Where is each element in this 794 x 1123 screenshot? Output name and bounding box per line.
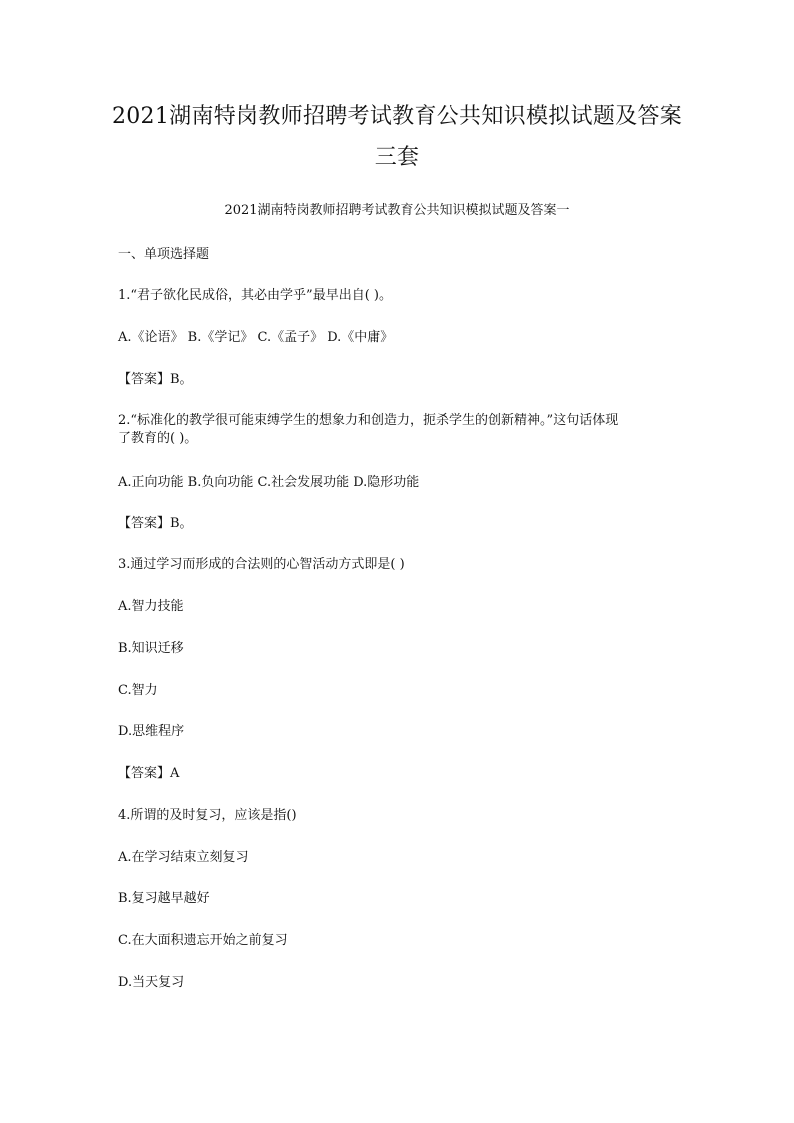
question-4-text: 4.所谓的及时复习，应该是指() — [118, 808, 297, 823]
document-title-line-1: 2021湖南特岗教师招聘考试教育公共知识模拟试题及答案 — [111, 104, 683, 129]
question-3-option-c: C.智力 — [118, 683, 158, 698]
question-1-options: A.《论语》 B.《学记》 C.《孟子》 D.《中庸》 — [118, 330, 394, 345]
question-3-answer: 【答案】A — [118, 766, 180, 781]
section-heading: 一、单项选择题 — [118, 247, 210, 262]
question-4-option-d: D.当天复习 — [118, 975, 185, 990]
document-title-line-2: 三套 — [374, 145, 420, 170]
question-1-text: 1.“君子欲化民成俗，其必由学乎”最早出自( )。 — [118, 288, 392, 303]
question-2-text-line-1: 2.“标准化的教学很可能束缚学生的想象力和创造力，扼杀学生的创新精神。”这句话体现 — [118, 413, 619, 428]
question-4-option-b: B.复习越早越好 — [118, 891, 210, 906]
question-3-text: 3.通过学习而形成的合法则的心智活动方式即是( ) — [118, 557, 405, 572]
question-3-option-b: B.知识迁移 — [118, 641, 184, 656]
question-2-answer: 【答案】B。 — [118, 516, 193, 531]
question-3-option-d: D.思维程序 — [118, 724, 185, 739]
question-3-option-a: A.智力技能 — [118, 599, 184, 614]
question-4-option-a: A.在学习结束立刻复习 — [118, 850, 249, 865]
question-2-options: A.正向功能 B.负向功能 C.社会发展功能 D.隐形功能 — [118, 475, 420, 490]
document-subtitle: 2021湖南特岗教师招聘考试教育公共知识模拟试题及答案一 — [224, 203, 570, 218]
question-1-answer: 【答案】B。 — [118, 372, 193, 387]
question-2-text-line-2: 了教育的( )。 — [118, 431, 198, 446]
question-4-option-c: C.在大面积遗忘开始之前复习 — [118, 933, 288, 948]
